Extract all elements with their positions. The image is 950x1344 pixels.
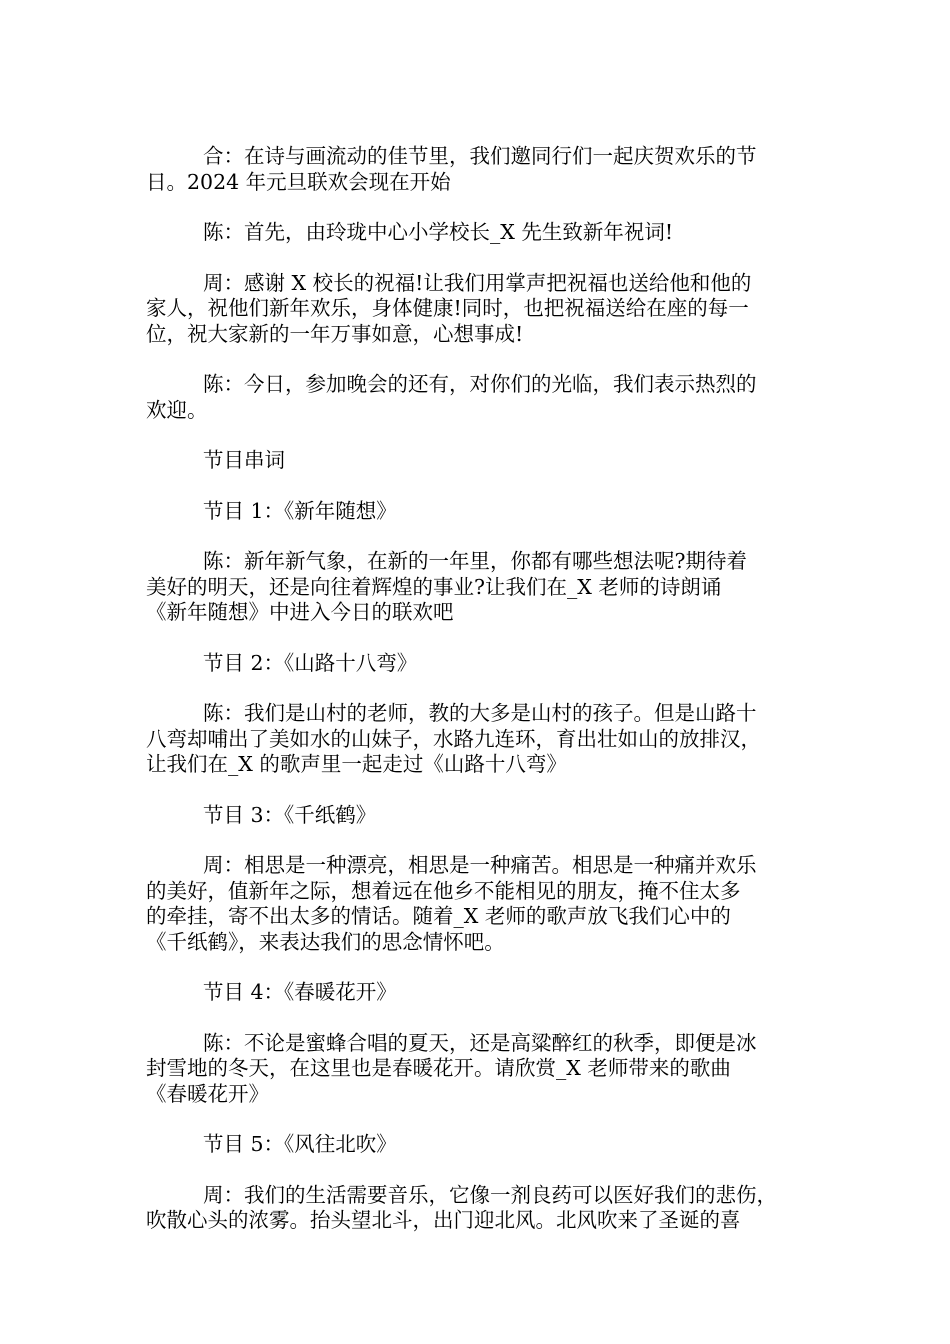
text-line: 陈：新年新气象，在新的一年里，你都有哪些想法呢?期待着 bbox=[202, 549, 747, 573]
paragraph bbox=[146, 499, 806, 525]
text-line: 陈：首先，由玲珑中心小学校长_X 先生致新年祝词! bbox=[202, 220, 674, 244]
paragraph bbox=[146, 144, 806, 195]
text-line: 节目 3：《千纸鹤》 bbox=[202, 802, 377, 827]
text-line: 节目 1：《新年随想》 bbox=[202, 498, 397, 523]
text-line: 让我们在_X 的歌声里一起走过《山路十八弯》 bbox=[146, 752, 567, 776]
text-line: 位，祝大家新的一年万事如意，心想事成! bbox=[146, 321, 524, 346]
paragraph bbox=[146, 1031, 806, 1108]
paragraph bbox=[146, 549, 806, 626]
text-line: 的牵挂，寄不出太多的情话。随着_X 老师的歌声放飞我们心中的 bbox=[146, 904, 731, 928]
paragraph bbox=[146, 220, 806, 246]
text-line: 合：在诗与画流动的佳节里，我们邀同行们一起庆贺欢乐的节 bbox=[202, 144, 757, 168]
document-page bbox=[146, 144, 806, 1259]
paragraph bbox=[146, 1132, 806, 1158]
text-line: 周：相思是一种漂亮，相思是一种痛苦。相思是一种痛并欢乐 bbox=[202, 853, 757, 877]
text-line: 周：我们的生活需要音乐，它像一剂良药可以医好我们的悲伤， bbox=[202, 1182, 777, 1207]
paragraph bbox=[146, 701, 806, 778]
text-line: 陈：不论是蜜蜂合唱的夏天，还是高粱醉红的秋季，即便是冰 bbox=[202, 1030, 757, 1055]
paragraph bbox=[146, 1183, 806, 1234]
text-line: 八弯却哺出了美如水的山妹子，水路九连环，育出壮如山的放排汉， bbox=[146, 726, 761, 751]
text-line: 节目 2：《山路十八弯》 bbox=[202, 650, 418, 675]
text-line: 节目串词 bbox=[202, 448, 285, 472]
text-line: 吹散心头的浓雾。抬头望北斗，出门迎北风。北风吹来了圣诞的喜 bbox=[146, 1208, 741, 1232]
paragraph bbox=[146, 651, 806, 677]
text-line: 封雪地的冬天，在这里也是春暖花开。请欣赏_X 老师带来的歌曲 bbox=[146, 1056, 731, 1080]
text-line: 节目 5：《风往北吹》 bbox=[202, 1132, 397, 1156]
text-line: 美好的明天，还是向往着辉煌的事业?让我们在_X 老师的诗朗诵 bbox=[146, 574, 722, 599]
text-line: 陈：我们是山村的老师，教的大多是山村的孩子。但是山路十 bbox=[202, 701, 757, 725]
text-line: 的美好，值新年之际，想着远在他乡不能相见的朋友，掩不住太多 bbox=[146, 878, 741, 903]
text-line: 欢迎。 bbox=[146, 397, 208, 422]
text-line: 周：感谢 X 校长的祝福!让我们用掌声把祝福也送给他和他的 bbox=[202, 270, 752, 295]
paragraph bbox=[146, 271, 806, 348]
text-line: 家人，祝他们新年欢乐，身体健康!同时，也把祝福送给在座的每一 bbox=[146, 296, 749, 320]
text-line: 《新年随想》中进入今日的联欢吧 bbox=[146, 600, 454, 624]
paragraph bbox=[146, 853, 806, 955]
text-line: 《千纸鹤》，来表达我们的思念情怀吧。 bbox=[146, 929, 505, 954]
text-line: 《春暖花开》 bbox=[146, 1081, 269, 1106]
text-line: 陈：今日，参加晚会的还有，对你们的光临，我们表示热烈的 bbox=[202, 372, 757, 396]
paragraph bbox=[146, 803, 806, 829]
text-line: 节目 4：《春暖花开》 bbox=[202, 980, 397, 1004]
text-line: 日。2024 年元旦联欢会现在开始 bbox=[146, 169, 451, 194]
paragraph bbox=[146, 372, 806, 423]
paragraph bbox=[146, 980, 806, 1006]
paragraph bbox=[146, 448, 806, 474]
